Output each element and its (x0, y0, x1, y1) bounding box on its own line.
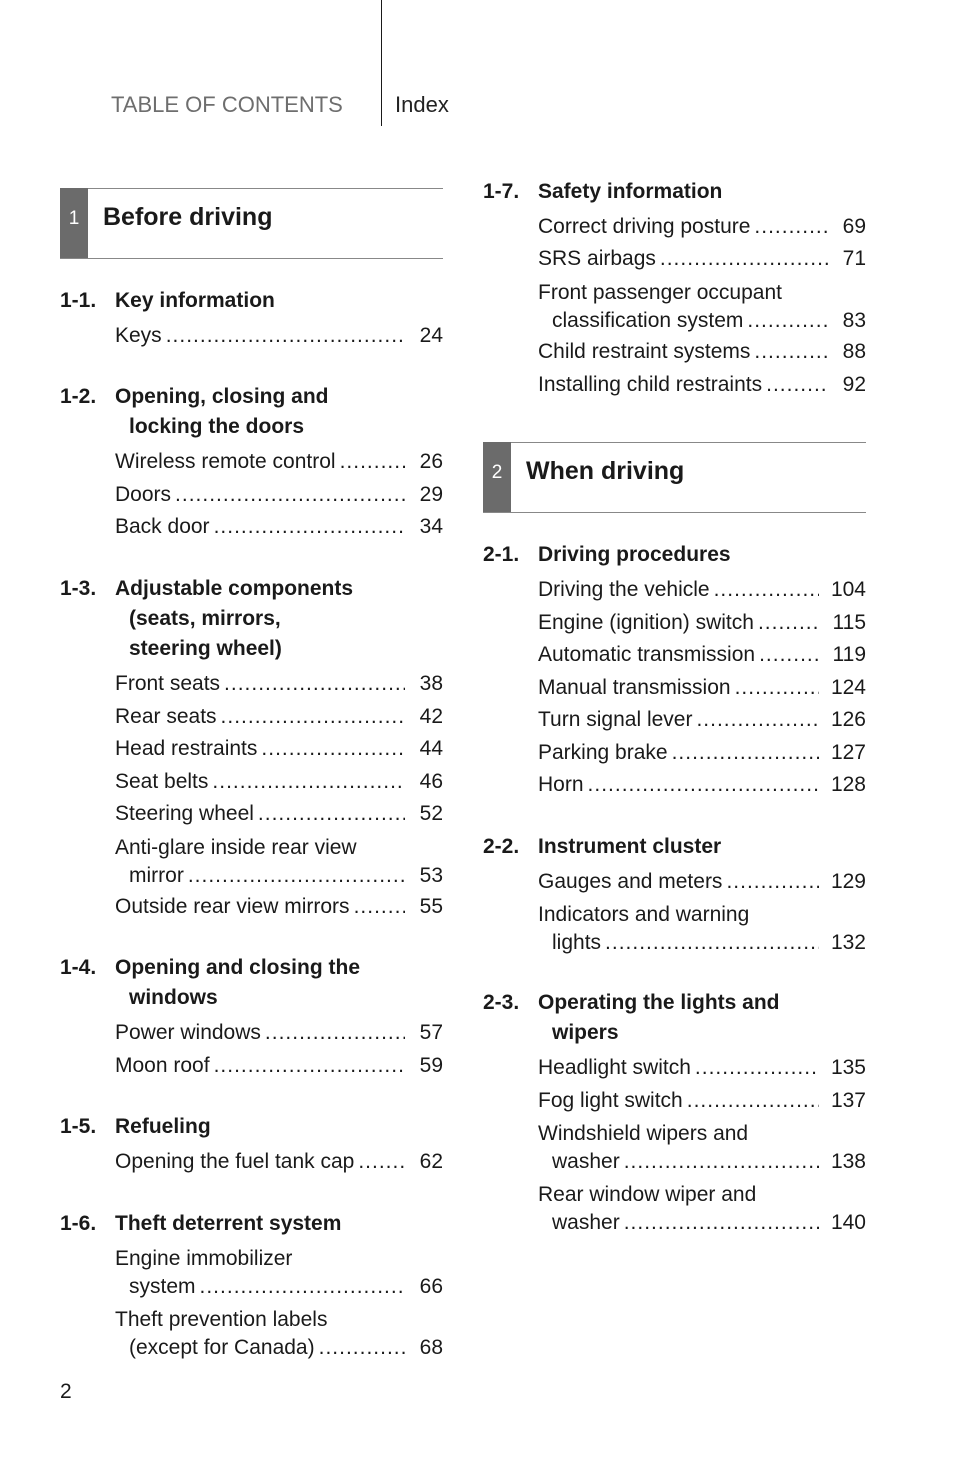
section-title-line: Theft deterrent system (115, 1212, 342, 1235)
entry-page: 42 (419, 705, 443, 728)
chapter-number: 2 (483, 442, 511, 512)
dot-leader (340, 448, 405, 476)
section-title-line: wipers (552, 1021, 619, 1044)
entry-title-line: Manual transmission (538, 676, 731, 699)
toc-entry[interactable] (538, 771, 866, 799)
entry-row (538, 929, 866, 957)
section-number: 1-2. (60, 385, 97, 408)
entry-title-line: Outside rear view mirrors (115, 895, 350, 918)
dot-leader (258, 800, 405, 828)
entry-row (538, 338, 866, 366)
section-title-line: windows (129, 986, 218, 1009)
entry-row (115, 670, 443, 698)
entry-title-line: Doors (115, 483, 172, 506)
section-title-line: Opening and closing the (115, 956, 361, 979)
toc-entry[interactable] (115, 1306, 443, 1362)
toc-entry[interactable] (538, 641, 866, 669)
toc-entry[interactable] (115, 703, 443, 731)
dot-leader (624, 1148, 819, 1176)
entry-row (538, 1054, 866, 1082)
entry-title-line: Engine (ignition) switch (538, 611, 754, 634)
entry-row (538, 739, 866, 767)
dot-leader (624, 1209, 819, 1237)
entry-page: 126 (830, 708, 866, 731)
entry-title-line: Seat belts (115, 770, 209, 793)
dot-leader (354, 893, 405, 921)
dot-leader (660, 245, 828, 273)
toc-entry[interactable] (538, 739, 866, 767)
entry-title-line: Automatic transmission (538, 643, 756, 666)
section-title (538, 832, 866, 862)
section-title-line: steering wheel) (129, 637, 282, 660)
chapter-header (483, 442, 866, 513)
entry-page: 115 (832, 611, 866, 634)
entry-page: 104 (830, 578, 866, 601)
entry-title-line: Head restraints (115, 737, 258, 760)
entry-title-line: Horn (538, 773, 584, 796)
dot-leader (166, 322, 405, 350)
toc-entry[interactable] (538, 245, 866, 273)
entry-title-line: Windshield wipers and (538, 1122, 749, 1145)
section-title (115, 1112, 443, 1142)
dot-leader (214, 513, 405, 541)
entry-page: 132 (830, 931, 866, 954)
entry-title-line: Rear window wiper and (538, 1183, 757, 1206)
entry-page: 135 (830, 1056, 866, 1079)
entry-row (538, 674, 866, 702)
dot-leader (212, 768, 405, 796)
toc-entry[interactable] (115, 448, 443, 476)
toc-entry[interactable] (115, 513, 443, 541)
entry-page: 68 (419, 1336, 443, 1359)
entry-page: 34 (419, 515, 443, 538)
section-number: 1-1. (60, 289, 97, 312)
entry-title-line: Turn signal lever (538, 708, 693, 731)
dot-leader (200, 1273, 405, 1301)
toc-entry[interactable] (115, 800, 443, 828)
header-tab-toc[interactable]: TABLE OF CONTENTS (111, 92, 343, 117)
entry-title-line: Steering wheel (115, 802, 254, 825)
entry-title-line: system (129, 1275, 196, 1298)
entry-title-line: Child restraint systems (538, 340, 751, 363)
toc-entry[interactable] (538, 213, 866, 241)
toc-entry[interactable] (538, 1120, 866, 1176)
toc-entry[interactable] (115, 1245, 443, 1301)
dot-leader (261, 735, 405, 763)
dot-leader (588, 771, 819, 799)
dot-leader (695, 1054, 819, 1082)
entry-page: 71 (842, 247, 866, 270)
entry-page: 66 (419, 1275, 443, 1298)
toc-entry[interactable] (115, 735, 443, 763)
entry-title-line: Driving the vehicle (538, 578, 710, 601)
entry-row (538, 307, 866, 335)
section-title-line: Refueling (115, 1115, 211, 1138)
toc-entry[interactable] (538, 371, 866, 399)
toc-entry[interactable] (538, 609, 866, 637)
entry-title-line: washer (552, 1211, 620, 1234)
dot-leader (747, 307, 828, 335)
dot-leader (735, 674, 819, 702)
section-title-line: Instrument cluster (538, 835, 722, 858)
page-number: 2 (60, 1380, 72, 1403)
section-title-line: Opening, closing and (115, 385, 329, 408)
toc-entry[interactable] (115, 481, 443, 509)
chapter-title[interactable]: When driving (526, 457, 685, 485)
entry-page: 129 (830, 870, 866, 893)
section-number: 1-6. (60, 1212, 97, 1235)
entry-row (115, 800, 443, 828)
dot-leader (224, 670, 405, 698)
section-title-line: locking the doors (129, 415, 305, 438)
entry-page: 38 (419, 672, 443, 695)
toc-entry[interactable] (538, 706, 866, 734)
dot-leader (605, 929, 819, 957)
toc-entry[interactable] (115, 670, 443, 698)
entry-title-line: Engine immobilizer (115, 1247, 293, 1270)
entry-page: 46 (419, 770, 443, 793)
toc-entry[interactable] (115, 893, 443, 921)
chapter-number: 1 (60, 188, 88, 258)
entry-title-line: Opening the fuel tank cap (115, 1150, 355, 1173)
entry-row (115, 1052, 443, 1080)
entry-title-line: Correct driving posture (538, 215, 751, 238)
section-number: 1-5. (60, 1115, 97, 1138)
entry-row (115, 448, 443, 476)
section-title (538, 988, 866, 1048)
entry-title-line: Anti-glare inside rear view (115, 836, 357, 859)
entry-page: 69 (842, 215, 866, 238)
dot-leader (265, 1019, 405, 1047)
entry-row (538, 1148, 866, 1176)
toc-entry[interactable] (538, 279, 866, 335)
section-number: 1-7. (483, 180, 520, 203)
entry-row (115, 322, 443, 350)
toc-entry[interactable] (115, 834, 443, 890)
entry-page: 26 (419, 450, 443, 473)
section-title (115, 382, 443, 442)
entry-title-line: lights (552, 931, 602, 954)
toc-entry[interactable] (115, 322, 443, 350)
entry-row (115, 768, 443, 796)
section-number: 2-2. (483, 835, 520, 858)
section-title (538, 177, 866, 207)
entry-title-line: SRS airbags (538, 247, 656, 270)
entry-page: 127 (830, 741, 866, 764)
entry-title-line: Back door (115, 515, 210, 538)
toc-entry[interactable] (115, 768, 443, 796)
dot-leader (766, 371, 828, 399)
entry-row (115, 1334, 443, 1362)
entry-page: 92 (842, 373, 866, 396)
entry-page: 124 (830, 676, 866, 699)
entry-row (538, 706, 866, 734)
entry-page: 140 (830, 1211, 866, 1234)
entry-row (538, 641, 866, 669)
entry-title-line: Installing child restraints (538, 373, 763, 396)
toc-entry[interactable] (538, 868, 866, 896)
entry-page: 88 (842, 340, 866, 363)
entry-row (538, 576, 866, 604)
entry-page: 52 (419, 802, 443, 825)
entry-title-line: Fog light switch (538, 1089, 683, 1112)
entry-page: 55 (419, 895, 443, 918)
entry-page: 29 (419, 483, 443, 506)
dot-leader (358, 1148, 405, 1176)
dot-leader (726, 868, 819, 896)
dot-leader (754, 213, 828, 241)
header-divider (381, 0, 382, 126)
entry-row (538, 371, 866, 399)
toc-entry[interactable] (538, 576, 866, 604)
section-number: 2-1. (483, 543, 520, 566)
entry-title-line: classification system (552, 309, 744, 332)
entry-page: 24 (419, 324, 443, 347)
toc-entry[interactable] (538, 901, 866, 957)
toc-entry[interactable] (538, 1087, 866, 1115)
entry-row (115, 1273, 443, 1301)
dot-leader (188, 862, 405, 890)
section-title-line: Safety information (538, 180, 723, 203)
section-title (115, 1209, 443, 1239)
dot-leader (687, 1087, 819, 1115)
entry-page: 138 (830, 1150, 866, 1173)
toc-entry[interactable] (538, 674, 866, 702)
toc-entry[interactable] (538, 338, 866, 366)
entry-title-line: Keys (115, 324, 162, 347)
entry-row (115, 862, 443, 890)
entry-title-line: Parking brake (538, 741, 668, 764)
dot-leader (175, 481, 405, 509)
dot-leader (214, 1052, 405, 1080)
entry-title-line: washer (552, 1150, 620, 1173)
entry-row (115, 735, 443, 763)
entry-row (538, 245, 866, 273)
section-title-line: Operating the lights and (538, 991, 780, 1014)
entry-row (115, 481, 443, 509)
entry-row (538, 213, 866, 241)
dot-leader (319, 1334, 405, 1362)
entry-title-line: Theft prevention labels (115, 1308, 328, 1331)
entry-row (115, 513, 443, 541)
entry-row (115, 1148, 443, 1176)
toc-entry[interactable] (538, 1054, 866, 1082)
section-title-line: Adjustable components (115, 577, 354, 600)
entry-title-line: Gauges and meters (538, 870, 723, 893)
entry-row (115, 893, 443, 921)
section-number: 1-4. (60, 956, 97, 979)
entry-page: 119 (832, 643, 866, 666)
entry-row (115, 1019, 443, 1047)
dot-leader (759, 641, 820, 669)
entry-row (538, 771, 866, 799)
dot-leader (758, 609, 821, 637)
entry-title-line: Front passenger occupant (538, 281, 782, 304)
chapter-title[interactable]: Before driving (103, 203, 273, 231)
entry-page: 62 (419, 1150, 443, 1173)
toc-entry[interactable] (115, 1148, 443, 1176)
header-tab-index[interactable]: Index (395, 92, 449, 117)
section-title (115, 953, 443, 1013)
entry-row (538, 1209, 866, 1237)
entry-title-line: (except for Canada) (129, 1336, 315, 1359)
entry-title-line: Power windows (115, 1021, 261, 1044)
entry-title-line: Indicators and warning (538, 903, 750, 926)
section-title-line: (seats, mirrors, (129, 607, 281, 630)
section-title-line: Key information (115, 289, 275, 312)
entry-title-line: Moon roof (115, 1054, 210, 1077)
entry-page: 44 (419, 737, 443, 760)
section-number: 2-3. (483, 991, 520, 1014)
section-title-line: Driving procedures (538, 543, 731, 566)
dot-leader (714, 576, 819, 604)
dot-leader (221, 703, 405, 731)
entry-title-line: Front seats (115, 672, 221, 695)
entry-row (538, 609, 866, 637)
section-title (538, 540, 866, 570)
section-title (115, 286, 443, 316)
entry-row (538, 868, 866, 896)
entry-row (115, 703, 443, 731)
entry-page: 59 (419, 1054, 443, 1077)
section-title (115, 574, 443, 664)
entry-row (538, 1087, 866, 1115)
toc-entry[interactable] (115, 1019, 443, 1047)
entry-page: 57 (419, 1021, 443, 1044)
entry-page: 53 (419, 864, 443, 887)
entry-title-line: mirror (129, 864, 184, 887)
chapter-header (60, 188, 443, 259)
toc-entry[interactable] (115, 1052, 443, 1080)
dot-leader (672, 739, 819, 767)
entry-page: 137 (830, 1089, 866, 1112)
entry-title-line: Headlight switch (538, 1056, 691, 1079)
toc-entry[interactable] (538, 1181, 866, 1237)
section-number: 1-3. (60, 577, 97, 600)
dot-leader (696, 706, 818, 734)
entry-page: 83 (842, 309, 866, 332)
entry-title-line: Wireless remote control (115, 450, 336, 473)
entry-page: 128 (830, 773, 866, 796)
entry-title-line: Rear seats (115, 705, 217, 728)
dot-leader (754, 338, 828, 366)
